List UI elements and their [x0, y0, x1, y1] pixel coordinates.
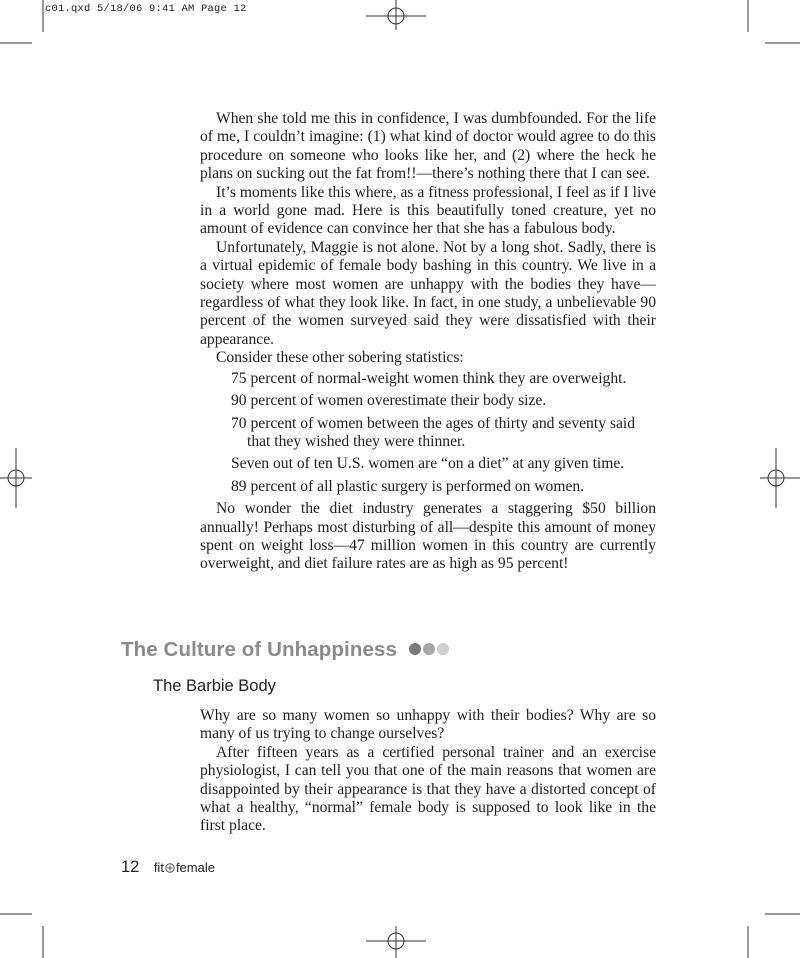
paragraph: After fifteen years as a certified personal trainer and an exercise physiologist, I can tell you that one of the main reasons that women are disappointed by their appearance is that they have a distorted concept of what a healthy, “normal” female body is supposed to look like in the first place.	[200, 743, 656, 835]
paragraph: Consider these other sobering statistics:	[216, 349, 464, 367]
paragraph: When she told me this in confidence, I was dumbfounded. For the life of me, I couldn’t imagine: (1) what kind of doctor would agree to do this procedure on someone who looks like her, and (2) where the heck he plans on sucking out the fat from!!—there’s nothing there that I can see.	[200, 110, 656, 183]
section-heading-text: The Culture of Unhappiness	[121, 638, 397, 661]
paragraph: Why are so many women so unhappy with their bodies? Why are so many of us trying to change ourselves?	[200, 707, 656, 743]
circle-plus-icon	[165, 863, 175, 873]
paragraph: It’s moments like this where, as a fitness professional, I feel as if I live in a world gone mad. Here is this beautifully toned creature, yet no amount of evidence can convince her that she has a fabulous body.	[200, 183, 656, 238]
registration-mark-bottom	[366, 926, 426, 958]
section-heading	[121, 638, 451, 663]
registration-mark-top	[366, 0, 426, 30]
statistics-list	[200, 370, 656, 496]
book-brand	[154, 860, 215, 875]
list-item: Seven out of ten U.S. women are “on a diet” at any given time.	[231, 455, 625, 473]
registration-mark-right	[760, 448, 800, 508]
heading-dots	[409, 637, 451, 661]
brand-part-female: female	[175, 860, 215, 875]
dot-icon	[409, 643, 421, 655]
list-item: 75 percent of normal-weight women think they are overweight.	[231, 369, 627, 387]
list-item: 70 percent of women between the ages of thirty and seventy said that they wished they were thinner.	[231, 414, 636, 450]
paragraph: Unfortunately, Maggie is not alone. Not by a long shot. Sadly, there is a virtual epidemic of female body bashing in this country. We live in a society where most women are unhappy with the bodies they have—regardless of what they look like. In fact, in one study, a unbelievable 90 percent of the women surveyed said they were dissatisfied with their appearance.	[200, 238, 656, 348]
list-item: 90 percent of women overestimate their body size.	[231, 392, 547, 410]
slug-line: c01.qxd 5/18/06 9:41 AM Page 12	[45, 3, 247, 15]
paragraph: No wonder the diet industry generates a staggering $50 billion annually! Perhaps most disturbing of all—despite this amount of money spent on weight loss—47 million women in this country are currently overweight, and diet failure rates are as high as 95 percent!	[200, 500, 656, 573]
page-footer	[121, 858, 215, 877]
brand-part-fit: fit	[153, 860, 164, 875]
list-item: 89 percent of all plastic surgery is performed on women.	[231, 477, 585, 495]
body-text-top	[200, 110, 656, 574]
subheading: The Barbie Body	[153, 677, 276, 695]
dot-icon	[423, 643, 435, 655]
page-number: 12	[121, 858, 140, 876]
dot-icon	[437, 643, 449, 655]
registration-mark-left	[0, 448, 32, 508]
body-text-bottom	[200, 707, 656, 836]
